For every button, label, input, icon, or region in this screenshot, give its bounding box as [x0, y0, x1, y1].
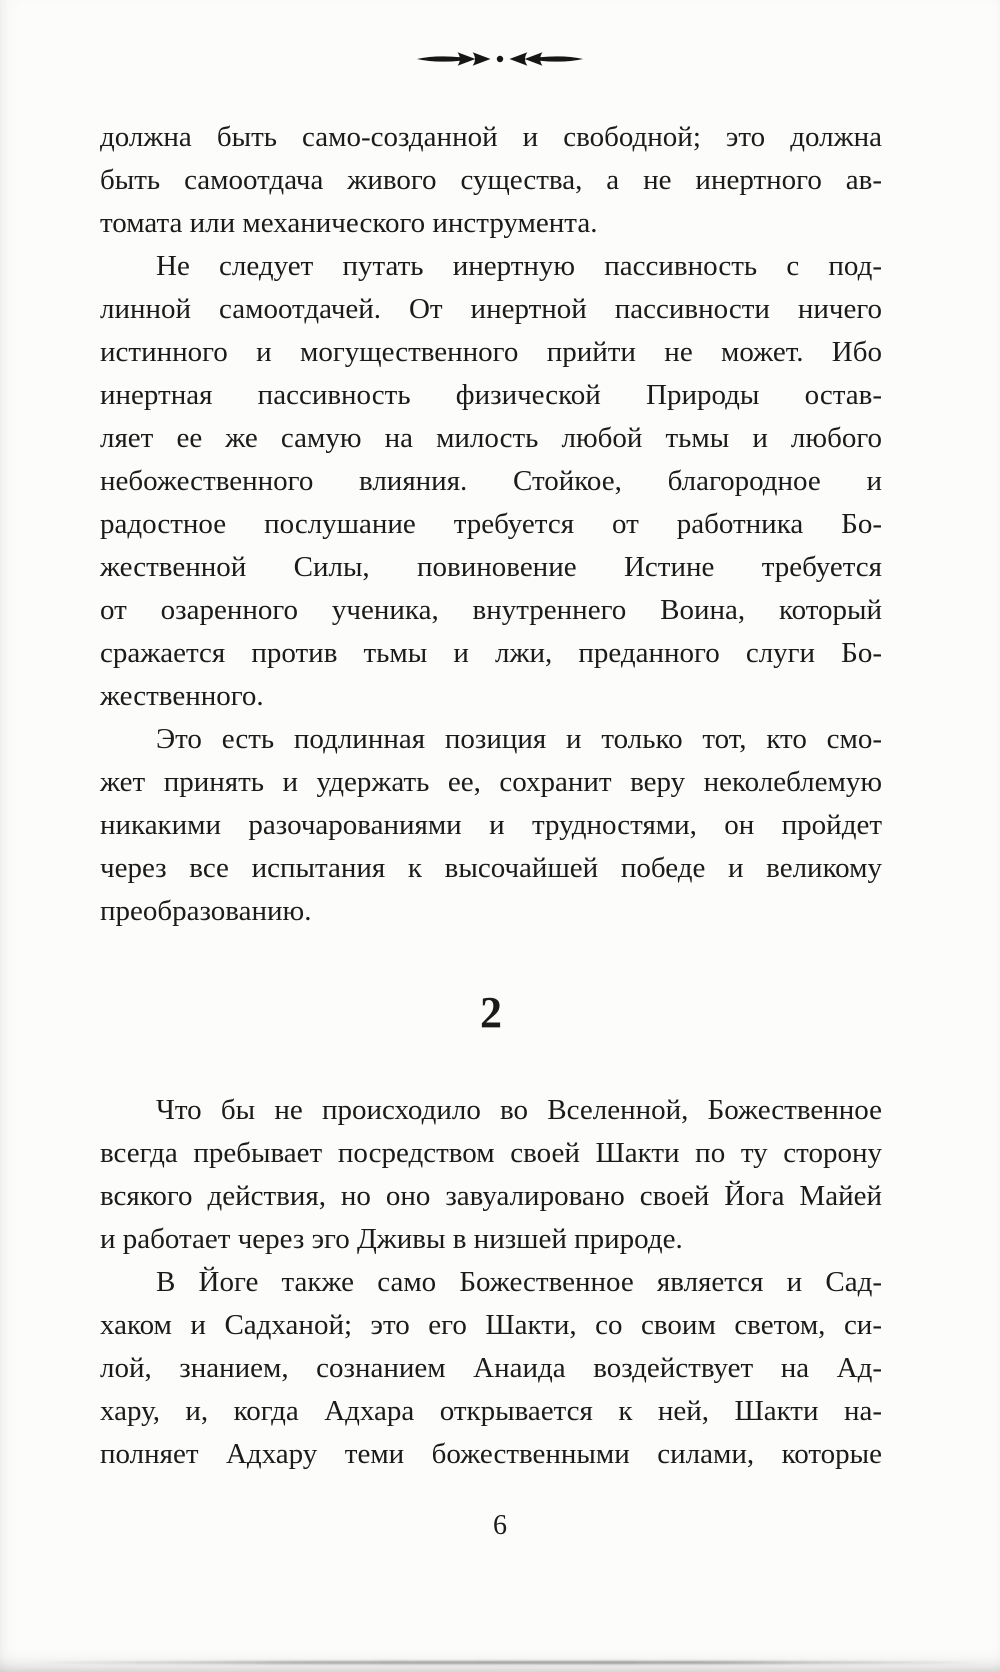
text-line: жественного. [100, 680, 264, 712]
paragraph [100, 718, 882, 933]
text-line: лой, знанием, сознанием Анаида воздействует на Ад- [100, 1352, 882, 1384]
text-line: ляет ее же самую на милость любой тьмы и любого [100, 422, 882, 454]
text-line: всякого действия, но оно завуалировано своей Йога Майей [100, 1180, 882, 1212]
text-line: хаком и Садханой; это его Шакти, со своим светом, си- [100, 1309, 882, 1341]
text-line: сражается против тьмы и лжи, преданного слуги Бо- [100, 637, 882, 669]
scan-edge-shadow [30, 1661, 980, 1664]
text-line: истинного и могущественного прийти не может. Ибо [100, 336, 882, 368]
text-line: полняет Адхару теми божественными силами, которые [100, 1438, 882, 1470]
text-line: жественной Силы, повиновение Истине требуется [100, 551, 882, 583]
text-line: от озаренного ученика, внутреннего Воина, который [100, 594, 882, 626]
text-line: никакими разочарованиями и трудностями, он пройдет [100, 809, 882, 841]
ornament-divider [0, 48, 1000, 70]
text-line: инертная пассивность физической Природы остав- [100, 379, 882, 411]
text-line: небожественного влияния. Стойкое, благородное и [100, 465, 882, 497]
text-line: должна быть само-созданной и свободной; это должна [100, 121, 882, 153]
section-heading: 2 [480, 988, 502, 1037]
text-line: всегда пребывает посредством своей Шакти по ту сторону [100, 1137, 882, 1169]
text-line: томата или механического инструмента. [100, 207, 598, 239]
text-line: через все испытания к высочайшей победе и великому [100, 852, 882, 884]
page-number: 6 [493, 1510, 507, 1541]
page-text [100, 116, 882, 1476]
paragraph [100, 1089, 882, 1261]
paragraph [100, 245, 882, 718]
text-line: хару, и, когда Адхара открывается к ней, Шакти на- [100, 1395, 882, 1427]
text-line: Что бы не происходило во Вселенной, Божественное [156, 1094, 882, 1126]
paragraph [100, 116, 882, 245]
text-line: преобразованию. [100, 895, 312, 927]
text-line: и работает через эго Дживы в низшей природе. [100, 1223, 683, 1255]
text-line: жет принять и удержать ее, сохранит веру неколеблемую [100, 766, 882, 798]
text-line: радостное послушание требуется от работника Бо- [100, 508, 882, 540]
arrows-divider-icon [415, 48, 585, 70]
text-line: Не следует путать инертную пассивность с под- [156, 250, 882, 282]
text-line: В Йоге также само Божественное является и Сад- [156, 1266, 882, 1298]
paragraph [100, 1261, 882, 1476]
text-line: линной самоотдачей. От инертной пассивности ничего [100, 293, 882, 325]
text-line: Это есть подлинная позиция и только тот, кто смо- [156, 723, 882, 755]
text-line: быть самоотдача живого существа, а не инертного ав- [100, 164, 882, 196]
